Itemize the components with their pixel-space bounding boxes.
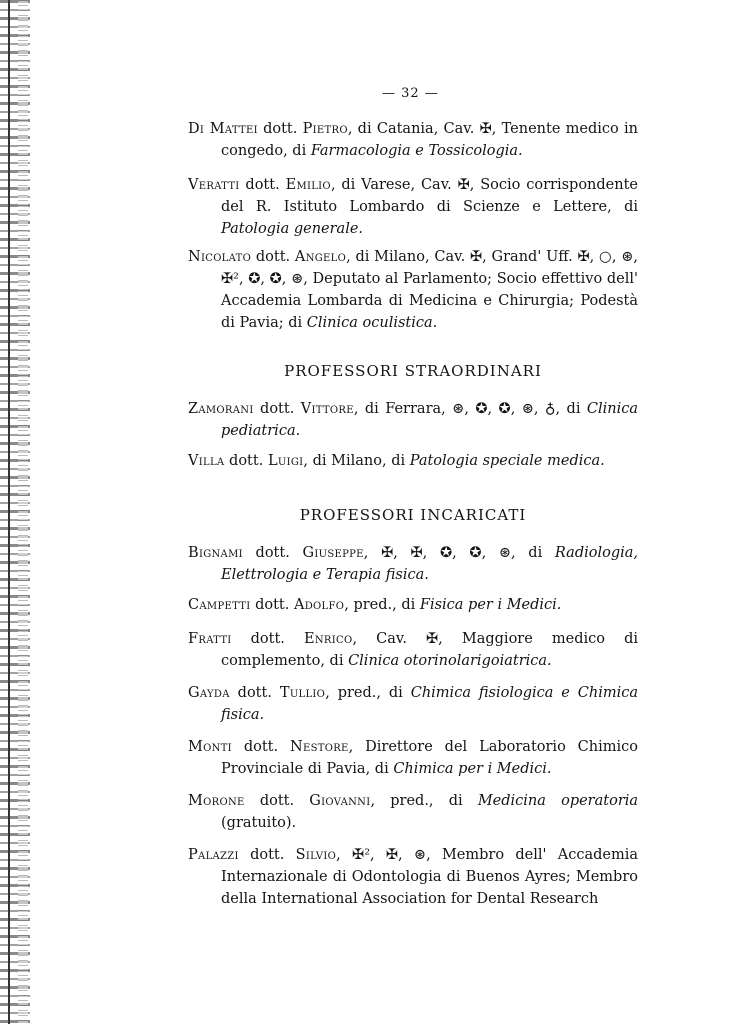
- heading-professori-incaricati: PROFESSORI INCARICATI: [299, 506, 527, 524]
- entry-bignami: [188, 542, 638, 586]
- entry-veratti: [188, 174, 638, 240]
- entry-details: , di Varese, Cav. ✠, Socio corrispondente del R. Istituto Lombardo di Scienze e Lettere, di: [221, 177, 639, 215]
- entry-given-name: Pietro: [302, 121, 348, 137]
- entry-subject: Clinica otorinolarigoiatrica.: [348, 653, 552, 669]
- entry-subject: Patologia speciale medica.: [409, 453, 605, 469]
- entry-villa: [188, 450, 638, 472]
- entry-given-name: Emilio: [285, 177, 331, 193]
- entry-subject: Patologia generale.: [221, 221, 364, 237]
- entry-surname: Gayda: [188, 685, 230, 701]
- entry-title: dott.: [237, 685, 272, 701]
- entry-subject: Medicina operatoria: [477, 793, 639, 809]
- entry-details: , di Ferrara, ⊛, ✪, ✪, ⊛, ♁, di: [353, 401, 581, 417]
- entry-campetti: [188, 594, 638, 616]
- entry-title: dott.: [245, 177, 280, 193]
- entry-surname: Bignami: [188, 545, 243, 561]
- entry-nicolato: [188, 246, 638, 334]
- entry-details: , Direttore del Laboratorio Chimico Provinciale di Pavia, di: [221, 739, 638, 777]
- heading-professori-straordinari: PROFESSORI STRAORDINARI: [284, 362, 542, 380]
- entry-surname: Nicolato: [188, 249, 252, 265]
- entry-title: dott.: [243, 739, 279, 755]
- entry-details: , pred., di: [370, 793, 463, 809]
- entry-details: , ✠², ✠, ⊛, Membro dell' Accademia Internazionale di Odontologia di Buenos Ayres; Membro della International Association for Dental Research: [221, 847, 639, 907]
- entry-subject: Clinica oculistica.: [306, 315, 438, 331]
- entry-surname: Veratti: [188, 177, 240, 193]
- binding-speckle: [18, 0, 28, 1024]
- entry-title: dott.: [260, 401, 295, 417]
- entry-morone: [188, 790, 638, 834]
- entry-di-mattei: [188, 118, 638, 162]
- page-number: — 32 —: [382, 86, 439, 101]
- entry-given-name: Adolfo: [293, 597, 345, 613]
- entry-subject: Clinica pediatrica.: [221, 401, 639, 439]
- entry-zamorani: [188, 398, 638, 442]
- entry-surname: Zamorani: [188, 401, 254, 417]
- entry-given-name: Vittore: [300, 401, 354, 417]
- entry-surname: Villa: [188, 453, 225, 469]
- binding-line: [8, 0, 10, 1024]
- entry-surname: Di Mattei: [188, 121, 258, 137]
- entry-details: , di Milano, Cav. ✠, Grand' Uff. ✠, ○, ⊛, ✠², ✪, ✪, ⊛, Deputato al Parlamento; Socio effettivo dell' Accademia Lombarda di Medicina e Chirurgia; Podestà di Pavia; di: [221, 249, 638, 331]
- entry-details: , pred., di: [344, 597, 416, 613]
- entry-gayda: [188, 682, 638, 726]
- entry-given-name: Luigi: [267, 453, 304, 469]
- entry-given-name: Angelo: [294, 249, 347, 265]
- entry-given-name: Tullio: [279, 685, 326, 701]
- entry-palazzi: [188, 844, 638, 910]
- entry-title: dott.: [259, 793, 295, 809]
- entry-details: , ✠, ✠, ✪, ✪, ⊛, di: [363, 545, 543, 561]
- entry-title: dott.: [255, 545, 290, 561]
- entry-details: , Cav. ✠, Maggiore medico di complemento, di: [221, 631, 638, 669]
- entry-given-name: Nestore: [289, 739, 349, 755]
- entry-details: , di Catania, Cav. ✠, Tenente medico in congedo, di: [221, 121, 638, 159]
- entry-fratti: [188, 628, 638, 672]
- entry-surname: Palazzi: [188, 847, 239, 863]
- entry-subject: Radiologia, Elettrologia e Terapia fisica.: [221, 545, 639, 583]
- entry-title: dott.: [250, 631, 285, 647]
- entry-surname: Morone: [188, 793, 245, 809]
- entry-subject: Fisica per i Medici.: [419, 597, 562, 613]
- entry-title: dott.: [263, 121, 298, 137]
- entry-surname: Fratti: [188, 631, 232, 647]
- entry-title: dott.: [255, 249, 291, 265]
- entry-given-name: Giovanni: [309, 793, 371, 809]
- entry-given-name: Enrico: [303, 631, 353, 647]
- entry-given-name: Giuseppe: [302, 545, 364, 561]
- entry-subject: Farmacologia e Tossicologia.: [310, 143, 523, 159]
- entry-title: dott.: [229, 453, 264, 469]
- entry-subject: Chimica per i Medici.: [393, 761, 552, 777]
- entry-surname: Monti: [188, 739, 232, 755]
- entry-title: dott.: [255, 597, 290, 613]
- entry-surname: Campetti: [188, 597, 251, 613]
- entry-note: (gratuito).: [221, 815, 297, 831]
- entry-monti: [188, 736, 638, 780]
- entry-details: , di Milano, di: [303, 453, 406, 469]
- entry-subject: Chimica fisiologica e Chimica fisica.: [221, 685, 639, 723]
- entry-given-name: Silvio: [295, 847, 337, 863]
- entry-details: , pred., di: [325, 685, 403, 701]
- entry-title: dott.: [250, 847, 285, 863]
